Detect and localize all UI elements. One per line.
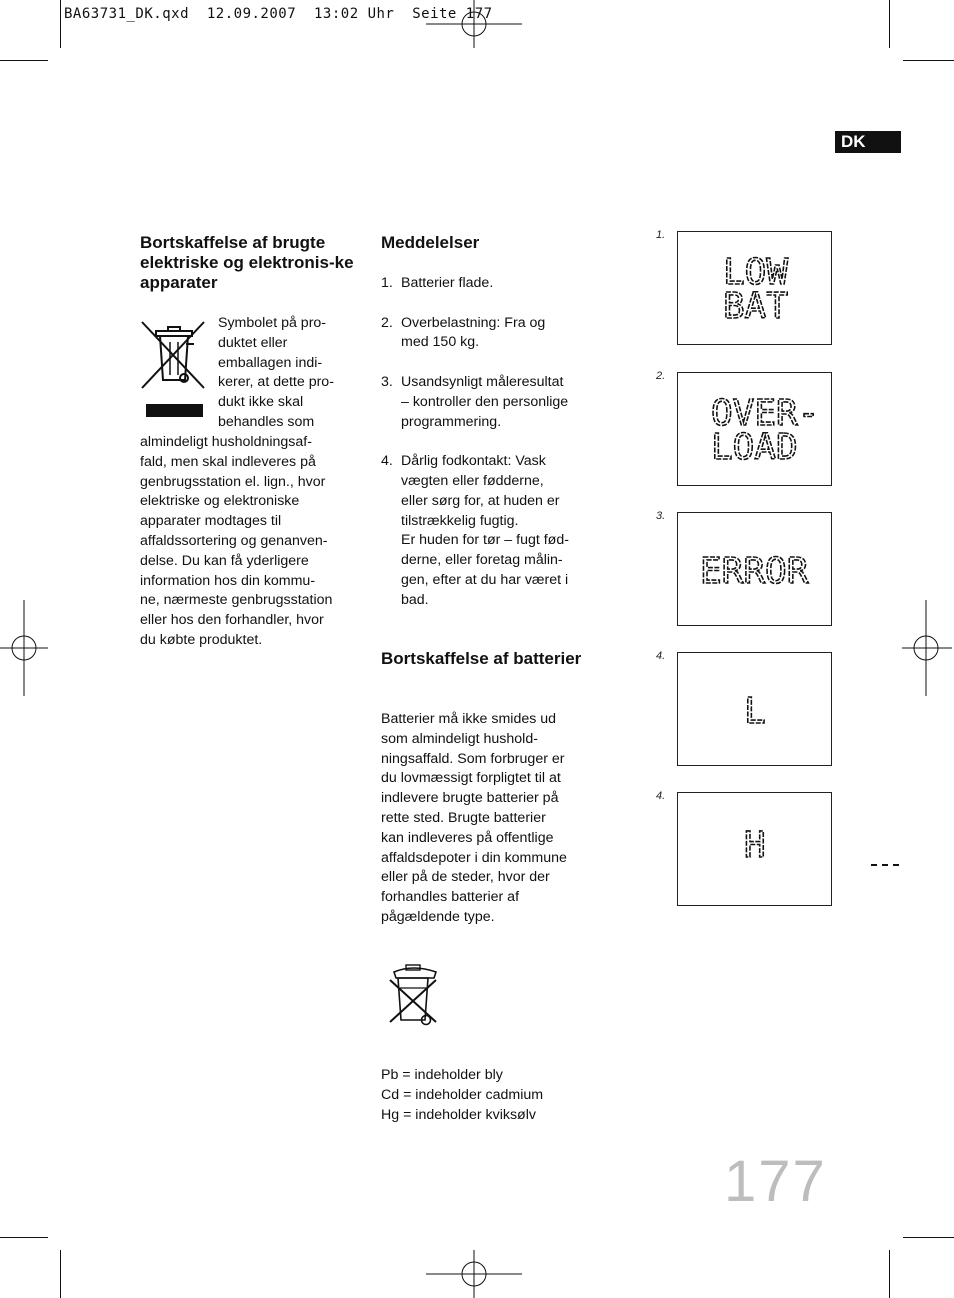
text-line: forhandles batterier af [381, 889, 520, 906]
text-line: vægten eller fødderne, [401, 472, 544, 489]
text-line: eller hos den forhandler, hvor [140, 612, 324, 629]
text-line: almindeligt husholdningsaf- [140, 434, 312, 450]
registration-mark-icon [426, 0, 526, 48]
lcd-display [677, 652, 832, 766]
crop-mark-icon [60, 1250, 61, 1298]
text-line: duktet eller [218, 334, 288, 351]
text-line: Hg = indeholder kviksølv [381, 1106, 536, 1123]
crop-mark-icon [889, 1250, 890, 1298]
list-number: 4. [381, 453, 393, 470]
text-line: du købte produktet. [140, 631, 263, 648]
list-item [381, 274, 596, 294]
disposal-heading: Bortskaffelse af brugte elektriske og elektronis-ke apparater [140, 233, 354, 292]
crop-mark-icon [903, 1237, 954, 1238]
lcd-display [677, 792, 832, 906]
page-number: 177 [724, 1149, 827, 1214]
text-line: emballagen indi- [218, 354, 323, 371]
lcd-text: H [744, 825, 766, 866]
batteries-text [381, 710, 596, 928]
lcd-text: BAT [723, 286, 789, 327]
text-line: affaldsdepoter i din kommune [381, 849, 567, 866]
text-line: gen, efter at du har været i [401, 571, 569, 588]
text-line: Symbolet på pro- [218, 315, 327, 331]
text-line: du lovmæssigt forpligtet til at [381, 770, 561, 787]
crop-mark-icon [903, 60, 954, 61]
crop-mark-icon [60, 0, 61, 48]
messages-heading: Meddelelser [381, 233, 480, 252]
text-line: fald, men skal indleveres på [140, 453, 316, 470]
text-line: Usandsynligt måleresultat [401, 373, 564, 390]
list-item [381, 314, 596, 354]
messages-list [381, 274, 596, 630]
list-item [381, 373, 596, 432]
lcd-text: LOW [723, 252, 789, 293]
text-line: kan indleveres på offentlige [381, 829, 554, 846]
lcd-text: LOAD [711, 427, 798, 468]
text-line: genbrugsstation el. lign., hvor [140, 473, 326, 490]
text-line: bad. [401, 591, 429, 608]
text-line: apparater modtages til [140, 513, 282, 530]
text-line: dukt ikke skal [218, 394, 304, 411]
crop-mark-icon [0, 60, 48, 61]
text-line: elektriske og elektroniske [140, 493, 300, 510]
lcd-label: 3. [656, 510, 666, 522]
disposal-text-wrap [218, 314, 358, 433]
text-line: derne, eller foretag målin- [401, 552, 563, 569]
text-line: som almindeligt hushold- [381, 730, 538, 747]
text-line: ningsaffald. Som forbruger er [381, 750, 565, 767]
text-line: information hos din kommu- [140, 572, 316, 589]
lcd-label: 1. [656, 229, 666, 241]
lcd-text: ERROR [700, 551, 809, 592]
text-line: kerer, at dette pro- [218, 374, 334, 391]
lcd-display [677, 231, 832, 345]
text-line: Batterier må ikke smides ud [381, 711, 557, 727]
battery-metals-list [381, 1066, 596, 1125]
text-line: eller sørg for, at huden er [401, 492, 560, 509]
crossed-wheelie-bin-icon [386, 962, 444, 1030]
text-line: Pb = indeholder bly [381, 1067, 503, 1083]
lcd-label: 2. [656, 370, 666, 382]
text-line: behandles som [218, 413, 315, 430]
registration-mark-icon [902, 600, 952, 700]
text-line: affaldssortering og genanven- [140, 532, 328, 549]
list-item [381, 452, 596, 610]
crop-mark-icon [889, 0, 890, 48]
text-line: delse. Du kan få yderligere [140, 552, 309, 569]
text-line: med 150 kg. [401, 334, 480, 351]
text-line: Er huden for tør – fugt fød- [401, 532, 569, 549]
language-tab: DK [835, 131, 901, 153]
margin-dash-mark [871, 864, 899, 868]
text-line: rette sted. Brugte batterier [381, 809, 546, 826]
crop-mark-icon [0, 1237, 48, 1238]
lcd-display [677, 512, 832, 626]
text-line: Batterier flade. [401, 275, 494, 291]
registration-mark-icon [426, 1250, 526, 1298]
text-line: indlevere brugte batterier på [381, 790, 559, 807]
crossed-wheelie-bin-icon [138, 320, 210, 420]
batteries-heading: Bortskaffelse af batterier [381, 649, 582, 668]
list-number: 3. [381, 373, 393, 390]
text-line: tilstrækkelig fugtig. [401, 512, 519, 529]
text-line: eller på de steder, hvor der [381, 869, 550, 886]
lcd-text: OVER- [711, 393, 820, 434]
disposal-text [140, 433, 358, 651]
text-line: pågældende type. [381, 908, 495, 925]
text-line: ne, nærmeste genbrugsstation [140, 592, 333, 609]
lcd-display [677, 372, 832, 486]
text-line: – kontroller den personlige [401, 393, 569, 410]
text-line: programmering. [401, 413, 502, 430]
text-line: Overbelastning: Fra og [401, 314, 546, 331]
text-line: Cd = indeholder cadmium [381, 1086, 544, 1103]
list-number: 2. [381, 314, 393, 331]
lcd-label: 4. [656, 790, 666, 802]
lcd-label: 4. [656, 650, 666, 662]
slug-line: BA63731_DK.qxd 12.09.2007 13:02 Uhr Seite 177 [64, 6, 493, 22]
registration-mark-icon [0, 600, 48, 700]
lcd-text: L [744, 691, 766, 732]
text-line: Dårlig fodkontakt: Vask [401, 453, 546, 470]
list-number: 1. [381, 275, 393, 291]
